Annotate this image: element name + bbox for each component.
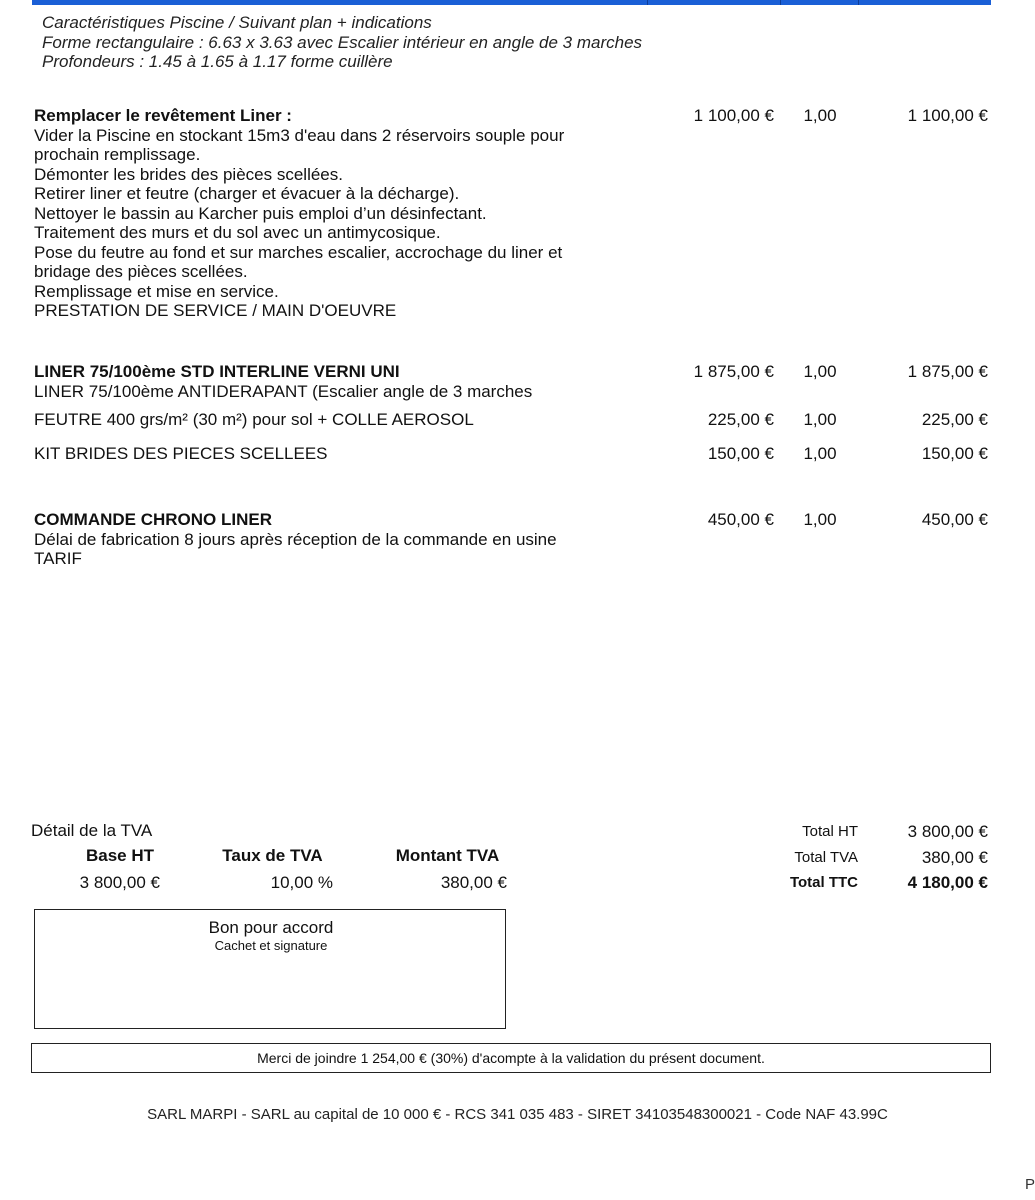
tva-header-rate: Taux de TVA [222, 846, 323, 865]
total-ht-label: Total HT [802, 823, 858, 840]
line-item-title: COMMANDE CHRONO LINER [34, 510, 272, 529]
spec-line: Profondeurs : 1.45 à 1.65 à 1.17 forme cuillère [42, 52, 393, 71]
approval-title: Bon pour accord [208, 918, 334, 937]
deposit-note: Merci de joindre 1 254,00 € (30%) d'acompte à la validation du présent document. [31, 1043, 991, 1073]
quantity: 1,00 [803, 410, 837, 429]
column-divider [780, 0, 781, 5]
line-item-title: LINER 75/100ème STD INTERLINE VERNI UNI [34, 362, 400, 381]
unit-price: 225,00 € [707, 410, 774, 429]
total-ht-value: 3 800,00 € [907, 822, 988, 841]
page-corner-mark: P [1024, 1176, 1035, 1193]
line-item-description [34, 510, 557, 569]
approval-signature-box[interactable] [34, 909, 506, 1029]
header-accent-bar [32, 0, 991, 5]
line-item-detail: Démonter les brides des pièces scellées. [34, 164, 343, 184]
total-ttc-label: Total TTC [789, 874, 858, 891]
unit-price: 150,00 € [707, 444, 774, 463]
quantity: 1,00 [803, 444, 837, 463]
line-item-detail: prochain remplissage. [34, 145, 201, 164]
line-item-detail: LINER 75/100ème ANTIDERAPANT (Escalier angle de 3 marches [34, 381, 533, 401]
line-item-detail: Délai de fabrication 8 jours après réception de la commande en usine [34, 529, 557, 549]
line-item-label: FEUTRE 400 grs/m² (30 m²) pour sol + COLLE AEROSOL [34, 410, 474, 429]
tva-header-amount: Montant TVA [395, 846, 500, 865]
tva-amount-value: 380,00 € [440, 873, 507, 892]
line-item-description [34, 362, 532, 401]
unit-price: 450,00 € [707, 510, 774, 529]
line-item-detail: Nettoyer le bassin au Karcher puis emploi d’un désinfectant. [34, 203, 487, 223]
unit-price: 1 875,00 € [693, 362, 774, 381]
line-total: 1 875,00 € [907, 362, 988, 381]
total-tva-label: Total TVA [794, 849, 858, 866]
line-total: 150,00 € [921, 444, 988, 463]
tva-base-value: 3 800,00 € [79, 873, 160, 892]
line-item-description [34, 106, 564, 321]
pool-specifications [42, 13, 642, 72]
company-footer: SARL MARPI - SARL au capital de 10 000 € - RCS 341 035 483 - SIRET 34103548300021 - Code NAF 43.99C [147, 1106, 888, 1123]
spec-line: Forme rectangulaire : 6.63 x 3.63 avec Escalier intérieur en angle de 3 marches [42, 32, 643, 52]
line-item-detail: Retirer liner et feutre (charger et évacuer à la décharge). [34, 184, 460, 203]
approval-subtitle: Cachet et signature [214, 938, 328, 953]
line-item-detail: Remplissage et mise en service. [34, 281, 279, 301]
tva-header-base: Base HT [85, 846, 155, 865]
tva-rate-value: 10,00 % [270, 873, 333, 892]
line-total: 1 100,00 € [907, 106, 988, 125]
line-item-detail: PRESTATION DE SERVICE / MAIN D'OEUVRE [34, 301, 397, 320]
spec-line: Caractéristiques Piscine / Suivant plan + indications [42, 13, 432, 32]
quantity: 1,00 [803, 510, 837, 529]
line-item-label: KIT BRIDES DES PIECES SCELLEES [34, 444, 328, 463]
total-tva-value: 380,00 € [921, 848, 988, 867]
unit-price: 1 100,00 € [693, 106, 774, 125]
line-item-detail: Pose du feutre au fond et sur marches escalier, accrochage du liner et [34, 242, 563, 262]
column-divider [858, 0, 859, 5]
quantity: 1,00 [803, 362, 837, 381]
line-item-detail: Traitement des murs et du sol avec un antimycosique. [34, 223, 441, 242]
line-item-detail: Vider la Piscine en stockant 15m3 d'eau dans 2 réservoirs souple pour [34, 125, 565, 145]
tva-caption: Détail de la TVA [31, 821, 153, 840]
quantity: 1,00 [803, 106, 837, 125]
line-total: 450,00 € [921, 510, 988, 529]
line-item-title: Remplacer le revêtement Liner : [34, 106, 292, 125]
line-item-detail: TARIF [34, 549, 82, 568]
line-item-detail: bridage des pièces scellées. [34, 262, 248, 281]
total-ttc-value: 4 180,00 € [907, 873, 988, 892]
line-total: 225,00 € [921, 410, 988, 429]
column-divider [647, 0, 648, 5]
